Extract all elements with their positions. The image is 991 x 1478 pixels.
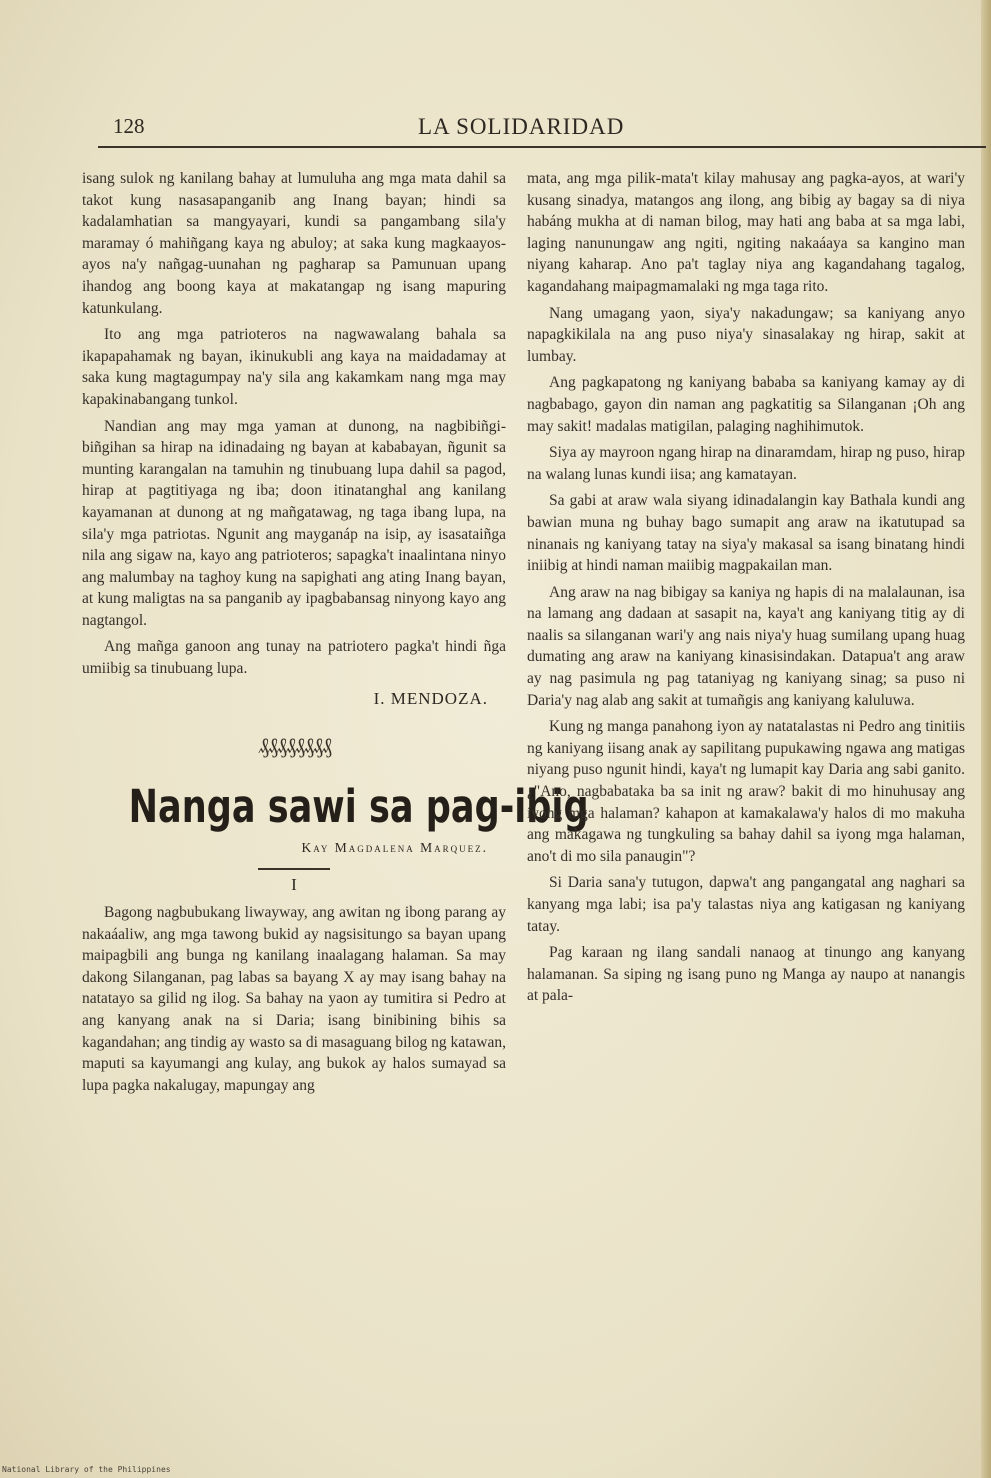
chapter-number: I — [291, 875, 297, 895]
story-title: Nanga sawi sa pag-ibig — [128, 779, 589, 833]
story-byline: Kay Magdalena Marquez. — [301, 839, 488, 855]
paragraph: Si Daria sana'y tutugon, dapwa't ang pangangatal ang naghari sa kanyang mga labi; isa pa'y talastas niya ang katigasan ng kaniyang tatay. — [527, 874, 965, 935]
section-rule — [258, 868, 330, 870]
paragraph: Ang araw na nag bibigay sa kaniya ng hapis di na malalaunan, isa na lamang ang dadaan at sasapit na, kaya't ang kaniyang titig ay di naalis sa silanganan wari'y ang nais niya'y huag sumilang upang huag dumating ang araw na kaniyang kinasisindakan. Datapua't ang araw ay nag pasimula ng pag tataniyag ng kaniyang sinag; sa puso ni Daria'y nag alab ang sakit at tumañgis ang kaniyang kaluluwa. — [527, 583, 965, 709]
paragraph: Nandian ang may mga yaman at dunong, na nagbibiñgi-biñgihan sa hirap na idinadaing ng bayan at kababayan, ñgunit sa munting karangalan na tamuhin ng tinubuang lupa dahil sa pagod, hirap at pagtitiyaga ng iba; doon itinatanghal ang kanilang kayamanan at dunong at ng mañgatawag, ng taga ibang lupa, na sila'y mga patriotas. Ngunit ang mayganáp na isip, ay isasataiñga nila ang sigaw na, kayo ang patrioteros; sapagka't inaalintana ninyo ang malumbay na taghoy kung na sapighati ang ating Inang bayan, at kung maligtas na sa panganib ay ipagbabansag ninyong kayo ang nagtangol. — [82, 417, 506, 629]
ornament-divider: ₰₰₰₰₰₰₰₰ — [258, 733, 330, 759]
paragraph: isang sulok ng kanilang bahay at lumuluha ang mga mata dahil sa takot kung nasasapanganib ang Inang bayan; hindi sa kadalamhatian sa mangyayari, kundi sa pangambang sila'y maramay ó mahiñgang kaya ng abuloy; at saka kung magkaayos-ayos na'y nañgag-uunahan ng pagharap sa Pamunuan upang ihandog ang boong kaya at makatangap ng isang mapuring katunkulang. — [82, 170, 506, 317]
paragraph: Bagong nagbubukang liwayway, ang awitan ng ibong parang ay nakaáaliw, ang mga tawong bukid ay nagsisitungo sa bayan upang maipagbili ang bunga ng kanilang inaalagang halaman. Sa may dakong Silanganan, pag labas sa bayang X ay may isang bahay na natatayo sa gilid ng ilog. Sa bahay na yaon ay tumitira si Pedro at ang kanyang anak na si Daria; isang binibining bihis sa kagandahan; ang tindig ay wasto sa di masaguang bilog ng katawan, maputi sa kayumangi ang kulay, ang bukok ay halos sumayad sa lupa pagka nakalugay, mapungay ang — [82, 904, 506, 1094]
paragraph: Siya ay mayroon ngang hirap na dinaramdam, hirap ng puso, hirap na walang lunas kundi iisa; ang kamatayan. — [527, 444, 965, 483]
paragraph: Kung ng manga panahong iyon ay natatalastas ni Pedro ang tinitiis ng kaniyang iisang anak ay sapilitang pupukawing ngawa ang matigas niyang puso ngunit hindi, kaya't ng lumapit kay Daria ang sabi ganito. ¿"Ano, nagbabataka ba sa init ng araw? bakit di mo hinuhusay ang iyong mga halaman? kahapon at kamakalawa'y halos di mo makuha ang makagawa ng tungkuling sa bahay dahil sa iyong mga halaman, ano't di mo sila panaugin"? — [527, 718, 965, 865]
paragraph: Nang umagang yaon, siya'y nakadungaw; sa kaniyang anyo napagkikilala na ang puso niya'y sinasalakay ng hirap, sakit at lumbay. — [527, 304, 965, 365]
paragraph: Pag karaan ng ilang sandali nanaog at tinungo ang kanyang halamanan. Sa siping ng isang puno ng Manga ay naupo at nanangis at pala- — [527, 944, 965, 1005]
library-credit: National Library of the Philippines — [2, 1465, 171, 1474]
paragraph: Sa gabi at araw wala siyang idinadalangin kay Bathala kundi ang bawian muna ng buhay bago sumapit ang araw na ikatutupad sa ninanais ng kaniyang tatay na siya'y makasal sa isang binatang hindi iniibig at hindi naman maiibig magpakailan man. — [527, 492, 965, 575]
journal-title: LA SOLIDARIDAD — [418, 114, 625, 139]
page-number: 128 — [113, 114, 145, 138]
paragraph: Ang pagkapatong ng kaniyang bababa sa kaniyang kamay ay di nagbabago, gayon din naman ang pagkatitig sa Silanganan ¡Oh ang may sakit! madalas matigilan, palaging naghihimutok. — [527, 374, 965, 435]
paragraph: Ito ang mga patrioteros na nagwawalang bahala sa ikapapahamak ng bayan, ikinukubli ang kaya na maidadamay at saka kung magtagumpay na'y sila ang kakamkam nang mga may kapakinabangang tunkol. — [82, 326, 506, 408]
left-column — [82, 168, 589, 1101]
right-column — [527, 168, 965, 1012]
page-edge-shadow — [981, 0, 991, 1478]
paragraph: mata, ang mga pilik-mata't kilay mahusay ang pagka-ayos, at wari'y kusang sinadya, matangos ang ilong, ang bibig ay bagay sa di niya habáng mukha at di naman bilog, may hati ang baba at sa mga labi, laging nanunungaw ang ngiti, ngiting nakaáaya sa kangino man niyang kaharap. Ano pa't taglay niya ang kagandahang tagalog, kagandahang maipagmamalaki ng mga taga rito. — [527, 170, 965, 295]
author-signature: I. MENDOZA. — [373, 688, 488, 708]
page-header — [98, 112, 986, 148]
paragraph: Ang mañga ganoon ang tunay na patriotero pagka't hindi ñga umiibig sa tinubuang lupa. — [82, 638, 506, 678]
